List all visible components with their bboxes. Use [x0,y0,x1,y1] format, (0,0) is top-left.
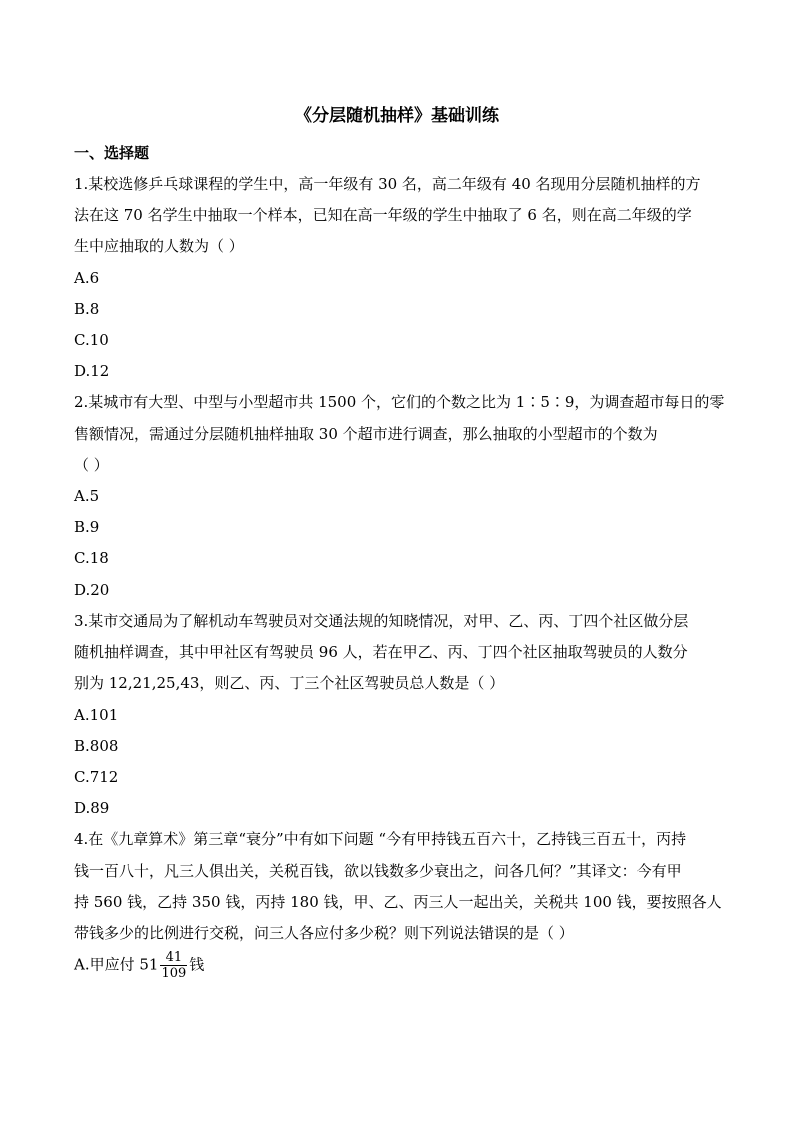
q3-option-c: C.712 [74,768,119,786]
q3-option-d: D.89 [74,799,110,817]
q1-option-a: A.6 [74,269,100,287]
q3-option-b: B.808 [74,737,119,755]
q2-option-b: B.9 [74,518,100,536]
q2-option-c: C.18 [74,549,109,567]
q4-line-1: 4.在《九章算术》第三章“衰分”中有如下问题 “今有甲持钱五百六十，乙持钱三百五十，丙持 [74,830,687,848]
q2-line-3: （ ） [74,456,109,474]
q2-option-d: D.20 [74,581,110,599]
fraction-numerator: 41 [160,950,187,966]
q4-option-a-prefix: A.甲应付 [74,955,140,974]
q2-line-1: 2.某城市有大型、中型与小型超市共 1500 个，它们的个数之比为 1∶5∶9，为调查超市每日的零 [74,393,725,411]
q1-option-c: C.10 [74,331,109,349]
q4-line-2: 钱一百八十，凡三人俱出关，关税百钱，欲以钱数多少衰出之，问各几何？”其译文：今有甲 [74,862,682,880]
q3-option-a: A.101 [74,706,119,724]
q3-line-2: 随机抽样调查，其中甲社区有驾驶员 96 人，若在甲乙、丙、丁四个社区抽取驾驶员的人数分 [74,643,688,661]
fraction [160,950,187,981]
q1-line-1: 1.某校选修乒乓球课程的学生中，高一年级有 30 名，高二年级有 40 名现用分层随机抽样的方 [74,175,701,193]
page-title: 《分层随机抽样》基础训练 [295,106,499,126]
q3-line-1: 3.某市交通局为了解机动车驾驶员对交通法规的知晓情况，对甲、乙、丙、丁四个社区做分层 [74,612,689,630]
mixed-number-whole: 51 [139,955,159,974]
q1-option-d: D.12 [74,362,110,380]
q1-line-2: 法在这 70 名学生中抽取一个样本，已知在高一年级的学生中抽取了 6 名，则在高二年级的学 [74,206,692,224]
q1-option-b: B.8 [74,300,100,318]
q4-line-3: 持 560 钱，乙持 350 钱，丙持 180 钱，甲、乙、丙三人一起出关，关税共 100 钱，要按照各人 [74,893,722,911]
fraction-denominator: 109 [161,966,187,981]
q4-option-a-suffix: 钱 [189,955,205,974]
q4-line-4: 带钱多少的比例进行交税，问三人各应付多少税？则下列说法错误的是（ ） [74,924,574,942]
q1-line-3: 生中应抽取的人数为（ ） [74,237,244,255]
section-heading: 一、选择题 [74,144,150,162]
q4-option-a [74,950,204,981]
q2-option-a: A.5 [74,487,100,505]
q2-line-2: 售额情况，需通过分层随机抽样抽取 30 个超市进行调查，那么抽取的小型超市的个数为 [74,425,658,443]
q3-line-3: 别为 12,21,25,43，则乙、丙、丁三个社区驾驶员总人数是（ ） [74,674,505,692]
